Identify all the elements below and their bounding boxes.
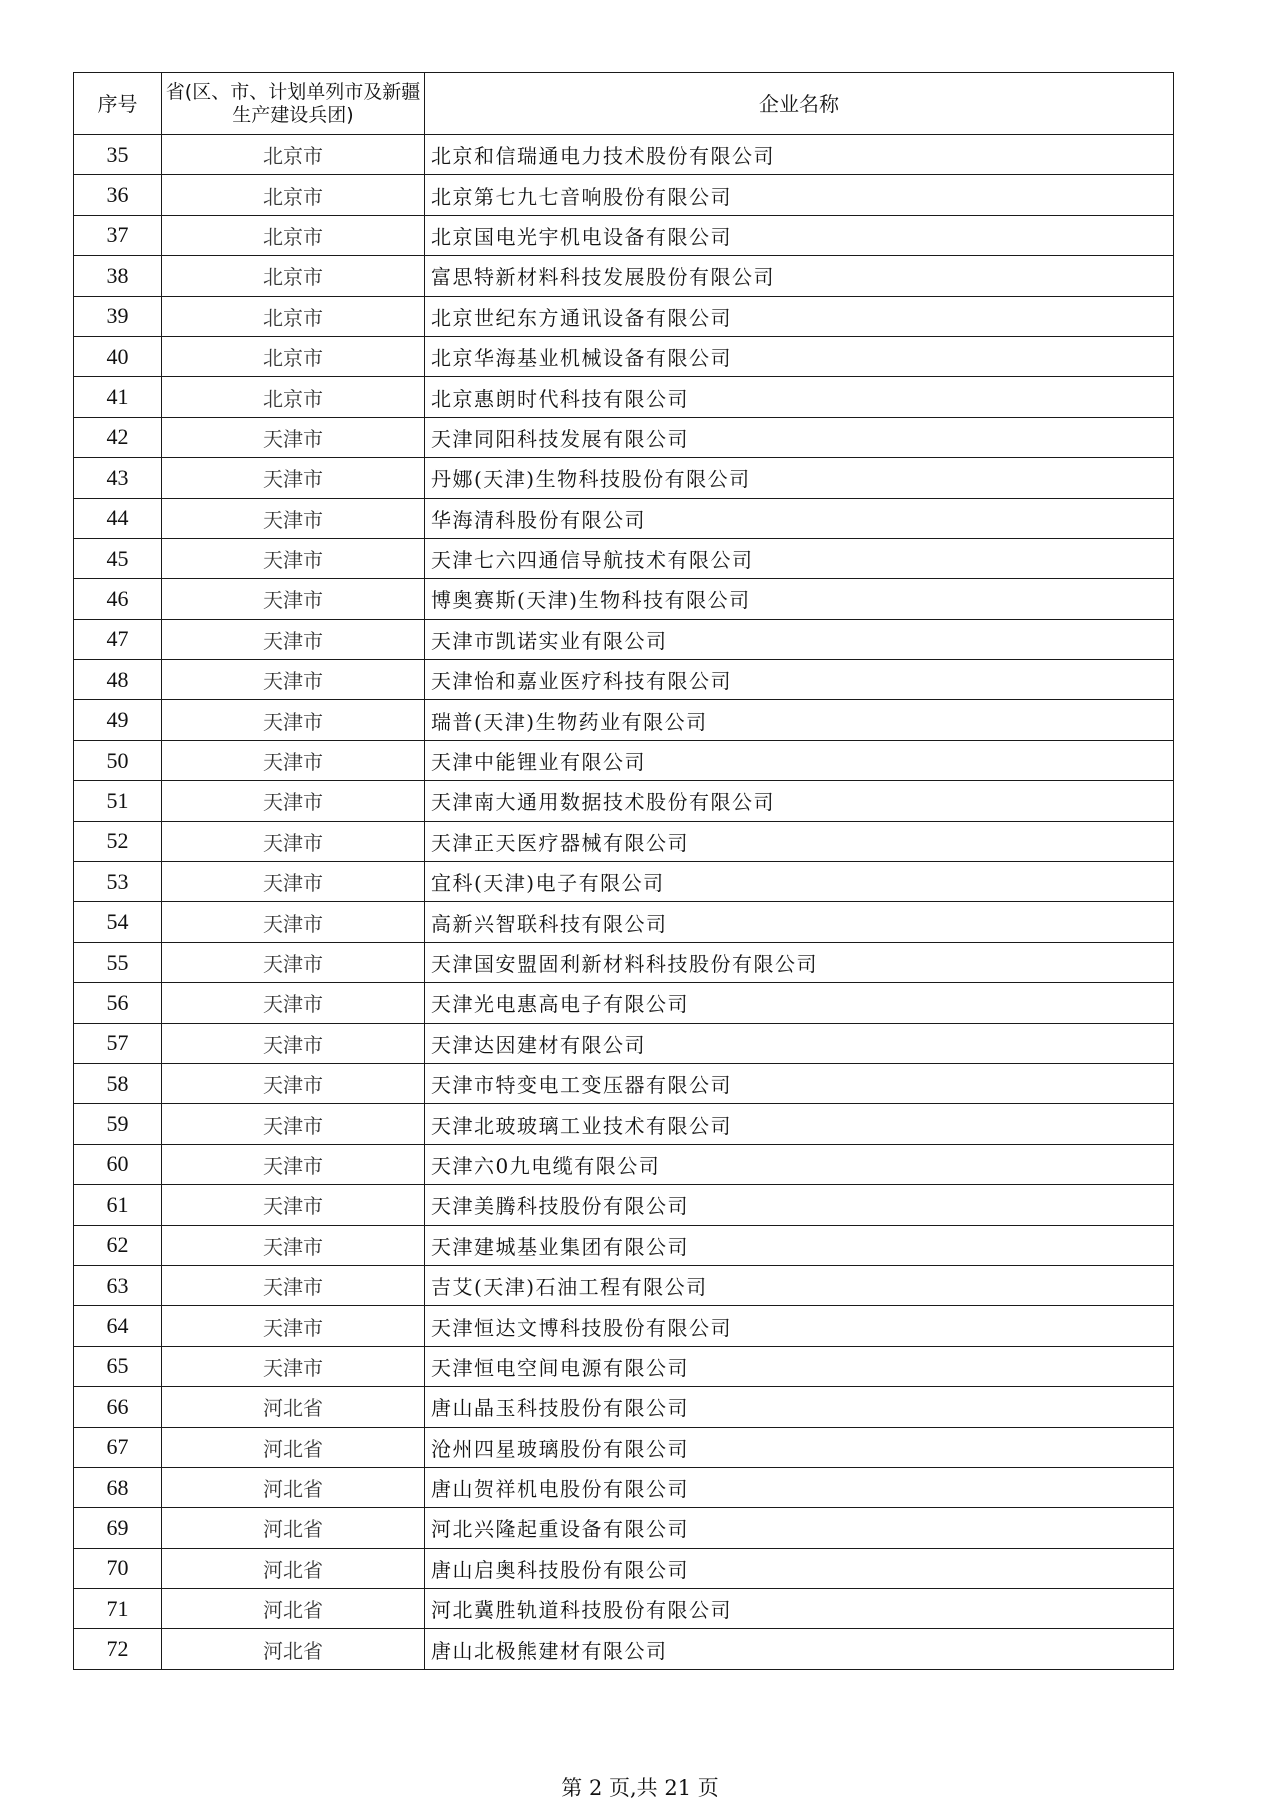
- row-region: 河北省: [162, 1589, 425, 1629]
- row-region: 天津市: [162, 1185, 425, 1225]
- row-number: 64: [74, 1306, 162, 1346]
- table-row: [74, 1185, 1174, 1225]
- table-body: [74, 135, 1174, 1670]
- row-region: 天津市: [162, 417, 425, 457]
- table-row: [74, 1467, 1174, 1507]
- table-row: [74, 256, 1174, 296]
- row-company-name: 天津建城基业集团有限公司: [425, 1225, 1174, 1265]
- row-number: 43: [74, 458, 162, 498]
- row-region: 北京市: [162, 377, 425, 417]
- table-row: [74, 215, 1174, 255]
- row-region: 天津市: [162, 579, 425, 619]
- table-row: [74, 660, 1174, 700]
- table-row: [74, 821, 1174, 861]
- table-header: [74, 73, 1174, 135]
- table-row: [74, 1427, 1174, 1467]
- row-region: 北京市: [162, 135, 425, 175]
- row-number: 40: [74, 336, 162, 376]
- row-region: 天津市: [162, 619, 425, 659]
- row-region: 天津市: [162, 740, 425, 780]
- row-company-name: 天津恒电空间电源有限公司: [425, 1346, 1174, 1386]
- row-region: 河北省: [162, 1467, 425, 1507]
- table-row: [74, 1548, 1174, 1588]
- row-number: 53: [74, 862, 162, 902]
- row-region: 北京市: [162, 175, 425, 215]
- row-company-name: 北京惠朗时代科技有限公司: [425, 377, 1174, 417]
- table-row: [74, 175, 1174, 215]
- row-company-name: 宜科(天津)电子有限公司: [425, 862, 1174, 902]
- row-company-name: 北京和信瑞通电力技术股份有限公司: [425, 135, 1174, 175]
- row-region: 天津市: [162, 983, 425, 1023]
- row-company-name: 天津市特变电工变压器有限公司: [425, 1063, 1174, 1103]
- row-number: 71: [74, 1589, 162, 1629]
- row-company-name: 北京国电光宇机电设备有限公司: [425, 215, 1174, 255]
- table-row: [74, 1225, 1174, 1265]
- row-company-name: 华海清科股份有限公司: [425, 498, 1174, 538]
- company-list-table: [73, 72, 1174, 1670]
- row-company-name: 吉艾(天津)石油工程有限公司: [425, 1265, 1174, 1305]
- table-row: [74, 983, 1174, 1023]
- table-row: [74, 1629, 1174, 1669]
- row-company-name: 天津南大通用数据技术股份有限公司: [425, 781, 1174, 821]
- table-row: [74, 942, 1174, 982]
- table-row: [74, 700, 1174, 740]
- row-company-name: 唐山贺祥机电股份有限公司: [425, 1467, 1174, 1507]
- row-number: 35: [74, 135, 162, 175]
- row-number: 41: [74, 377, 162, 417]
- table-row: [74, 538, 1174, 578]
- row-company-name: 博奥赛斯(天津)生物科技有限公司: [425, 579, 1174, 619]
- row-number: 42: [74, 417, 162, 457]
- row-region: 河北省: [162, 1508, 425, 1548]
- row-number: 68: [74, 1467, 162, 1507]
- header-company: 企业名称: [425, 73, 1174, 135]
- table-row: [74, 1589, 1174, 1629]
- row-company-name: 高新兴智联科技有限公司: [425, 902, 1174, 942]
- row-company-name: 丹娜(天津)生物科技股份有限公司: [425, 458, 1174, 498]
- row-region: 天津市: [162, 660, 425, 700]
- row-number: 61: [74, 1185, 162, 1225]
- row-number: 60: [74, 1144, 162, 1184]
- row-number: 63: [74, 1265, 162, 1305]
- header-region-text: 省(区、市、计划单列市及新疆生产建设兵团): [165, 80, 421, 126]
- row-region: 天津市: [162, 942, 425, 982]
- row-number: 44: [74, 498, 162, 538]
- row-region: 天津市: [162, 862, 425, 902]
- row-region: 河北省: [162, 1629, 425, 1669]
- row-number: 56: [74, 983, 162, 1023]
- row-number: 38: [74, 256, 162, 296]
- row-company-name: 瑞普(天津)生物药业有限公司: [425, 700, 1174, 740]
- row-company-name: 唐山晶玉科技股份有限公司: [425, 1387, 1174, 1427]
- row-company-name: 天津同阳科技发展有限公司: [425, 417, 1174, 457]
- row-region: 天津市: [162, 1346, 425, 1386]
- table-row: [74, 1265, 1174, 1305]
- table-row: [74, 1144, 1174, 1184]
- row-company-name: 天津恒达文博科技股份有限公司: [425, 1306, 1174, 1346]
- row-region: 天津市: [162, 1265, 425, 1305]
- row-number: 62: [74, 1225, 162, 1265]
- row-company-name: 河北兴隆起重设备有限公司: [425, 1508, 1174, 1548]
- table-row: [74, 417, 1174, 457]
- row-company-name: 河北冀胜轨道科技股份有限公司: [425, 1589, 1174, 1629]
- row-region: 天津市: [162, 1104, 425, 1144]
- table-row: [74, 336, 1174, 376]
- row-number: 47: [74, 619, 162, 659]
- row-number: 70: [74, 1548, 162, 1588]
- row-company-name: 天津北玻玻璃工业技术有限公司: [425, 1104, 1174, 1144]
- row-region: 天津市: [162, 700, 425, 740]
- table-row: [74, 1508, 1174, 1548]
- row-region: 天津市: [162, 821, 425, 861]
- row-region: 河北省: [162, 1387, 425, 1427]
- row-number: 51: [74, 781, 162, 821]
- row-number: 69: [74, 1508, 162, 1548]
- row-region: 北京市: [162, 256, 425, 296]
- row-region: 天津市: [162, 458, 425, 498]
- table-row: [74, 740, 1174, 780]
- row-company-name: 北京世纪东方通讯设备有限公司: [425, 296, 1174, 336]
- table-row: [74, 498, 1174, 538]
- row-company-name: 天津正天医疗器械有限公司: [425, 821, 1174, 861]
- row-number: 58: [74, 1063, 162, 1103]
- table-row: [74, 902, 1174, 942]
- table-row: [74, 458, 1174, 498]
- row-number: 65: [74, 1346, 162, 1386]
- row-number: 52: [74, 821, 162, 861]
- row-number: 55: [74, 942, 162, 982]
- row-number: 49: [74, 700, 162, 740]
- row-region: 天津市: [162, 1023, 425, 1063]
- row-region: 北京市: [162, 336, 425, 376]
- row-number: 72: [74, 1629, 162, 1669]
- row-company-name: 北京华海基业机械设备有限公司: [425, 336, 1174, 376]
- row-company-name: 富思特新材料科技发展股份有限公司: [425, 256, 1174, 296]
- table-row: [74, 1346, 1174, 1386]
- row-region: 天津市: [162, 902, 425, 942]
- table-row: [74, 862, 1174, 902]
- row-number: 50: [74, 740, 162, 780]
- row-region: 天津市: [162, 1063, 425, 1103]
- row-number: 57: [74, 1023, 162, 1063]
- row-region: 天津市: [162, 1306, 425, 1346]
- row-region: 天津市: [162, 781, 425, 821]
- row-number: 48: [74, 660, 162, 700]
- row-region: 北京市: [162, 215, 425, 255]
- table-row: [74, 1104, 1174, 1144]
- row-region: 河北省: [162, 1427, 425, 1467]
- table-row: [74, 1387, 1174, 1427]
- table-row: [74, 135, 1174, 175]
- row-region: 北京市: [162, 296, 425, 336]
- row-number: 54: [74, 902, 162, 942]
- page-footer: 第 2 页,共 21 页: [561, 1776, 719, 1800]
- row-number: 37: [74, 215, 162, 255]
- row-region: 天津市: [162, 1144, 425, 1184]
- row-region: 天津市: [162, 538, 425, 578]
- table-row: [74, 781, 1174, 821]
- header-region: [162, 73, 425, 135]
- table-row: [74, 1063, 1174, 1103]
- row-number: 36: [74, 175, 162, 215]
- header-row: [74, 73, 1174, 135]
- table-row: [74, 579, 1174, 619]
- row-company-name: 天津六0九电缆有限公司: [425, 1144, 1174, 1184]
- row-number: 67: [74, 1427, 162, 1467]
- row-company-name: 沧州四星玻璃股份有限公司: [425, 1427, 1174, 1467]
- row-company-name: 唐山北极熊建材有限公司: [425, 1629, 1174, 1669]
- row-company-name: 唐山启奥科技股份有限公司: [425, 1548, 1174, 1588]
- row-company-name: 天津中能锂业有限公司: [425, 740, 1174, 780]
- row-company-name: 天津怡和嘉业医疗科技有限公司: [425, 660, 1174, 700]
- row-company-name: 天津光电惠高电子有限公司: [425, 983, 1174, 1023]
- row-number: 66: [74, 1387, 162, 1427]
- row-region: 天津市: [162, 498, 425, 538]
- row-number: 46: [74, 579, 162, 619]
- row-region: 河北省: [162, 1548, 425, 1588]
- table-row: [74, 1023, 1174, 1063]
- row-company-name: 天津美腾科技股份有限公司: [425, 1185, 1174, 1225]
- row-company-name: 天津七六四通信导航技术有限公司: [425, 538, 1174, 578]
- row-number: 59: [74, 1104, 162, 1144]
- row-company-name: 天津达因建材有限公司: [425, 1023, 1174, 1063]
- table-row: [74, 619, 1174, 659]
- row-company-name: 北京第七九七音响股份有限公司: [425, 175, 1174, 215]
- table-row: [74, 296, 1174, 336]
- row-company-name: 天津国安盟固利新材料科技股份有限公司: [425, 942, 1174, 982]
- row-company-name: 天津市凯诺实业有限公司: [425, 619, 1174, 659]
- table-row: [74, 377, 1174, 417]
- table-row: [74, 1306, 1174, 1346]
- row-number: 45: [74, 538, 162, 578]
- header-number: 序号: [74, 73, 162, 135]
- row-number: 39: [74, 296, 162, 336]
- row-region: 天津市: [162, 1225, 425, 1265]
